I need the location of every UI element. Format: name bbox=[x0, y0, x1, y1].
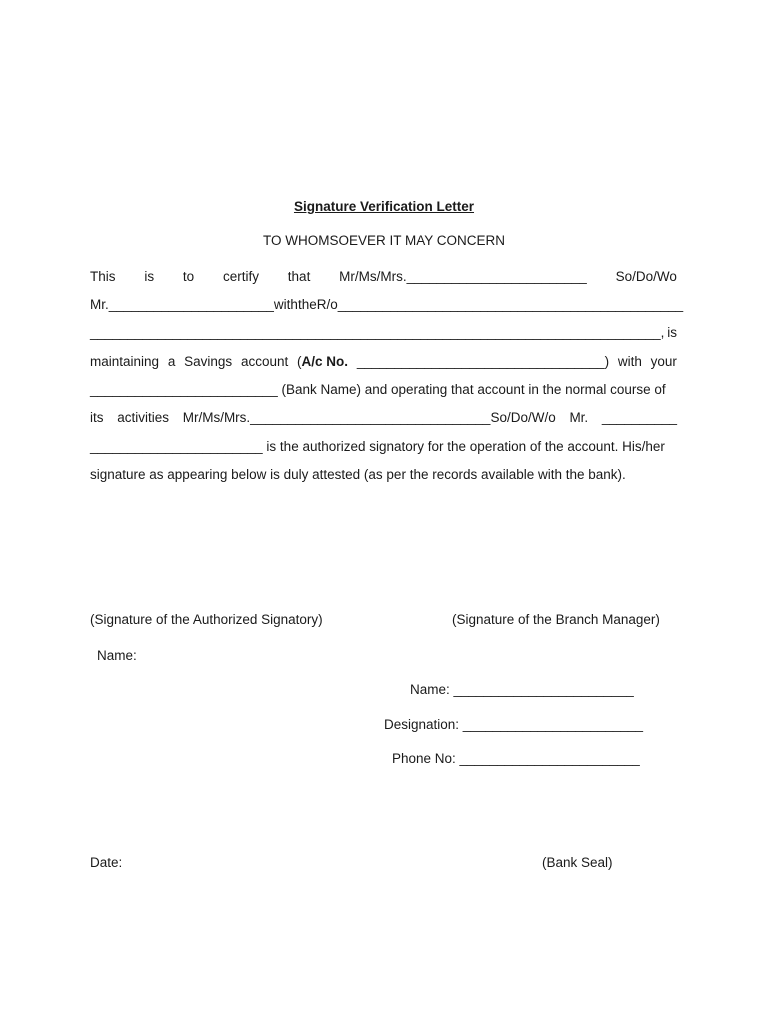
manager-designation-field: Designation: ________________________ bbox=[384, 717, 643, 732]
document-title: Signature Verification Letter bbox=[293, 199, 475, 214]
authorized-signatory-label: (Signature of the Authorized Signatory) bbox=[90, 612, 323, 627]
date-label: Date: bbox=[90, 855, 123, 870]
body-line-7: _______________________ is the authorized signatory for the operation of the account. His/her bbox=[90, 439, 665, 454]
body-line-1: This is to certify that Mr/Ms/Mrs.________________________ So/Do/Wo bbox=[90, 269, 677, 284]
body-line-8: signature as appearing below is duly attested (as per the records available with the bank). bbox=[90, 467, 626, 482]
body-line-3: ____________________________________________________________________________, is bbox=[90, 325, 677, 340]
bank-seal-label: (Bank Seal) bbox=[542, 855, 613, 870]
signatory-name-label: Name: bbox=[97, 648, 137, 663]
body-line-5: _________________________ (Bank Name) and operating that account in the normal course of bbox=[90, 382, 666, 397]
manager-phone-field: Phone No: ________________________ bbox=[392, 751, 640, 766]
document-subtitle: TO WHOMSOEVER IT MAY CONCERN bbox=[262, 233, 506, 248]
body-line-4: maintaining a Savings account (A/c No. _________________________________) with your bbox=[90, 354, 677, 369]
body-line-2: Mr.______________________with the R/o______________________________________________ bbox=[90, 297, 684, 312]
manager-name-field: Name: ________________________ bbox=[410, 682, 634, 697]
body-line-6: its activities Mr/Ms/Mrs.________________________________So/Do/W/o Mr. __________ bbox=[90, 410, 677, 425]
branch-manager-label: (Signature of the Branch Manager) bbox=[452, 612, 660, 627]
account-number-label: A/c No. bbox=[301, 354, 349, 369]
